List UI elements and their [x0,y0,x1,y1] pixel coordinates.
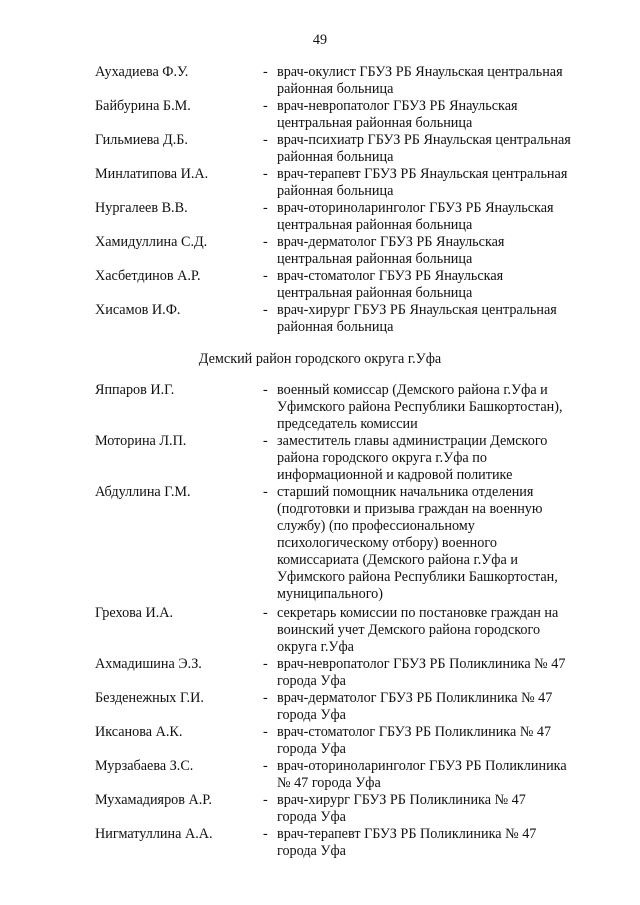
member-name: Хисамов И.Ф. [95,302,181,318]
dash-separator: - [263,792,268,808]
member-role-line: председатель комиссии [277,416,418,432]
member-role-line: воинский учет Демского района городского [277,622,541,638]
member-role-line: районная больница [277,183,394,199]
member-role-line: военный комиссар (Демского района г.Уфа и [277,382,548,398]
page-number: 49 [312,32,328,48]
member-role [277,302,607,336]
dash-separator: - [263,605,268,621]
dash-separator: - [263,758,268,774]
member-name: Мухамадияров А.Р. [95,792,212,808]
dash-separator: - [263,656,268,672]
member-role-line: центральная районная больница [277,217,473,233]
member-role-line: врач-стоматолог ГБУЗ РБ Поликлиника № 47 [277,724,552,740]
member-role-line: комиссариата (Демского района г.Уфа и [277,552,518,568]
member-role [277,200,607,234]
member-name: Грехова И.А. [95,605,174,621]
dash-separator: - [263,484,268,500]
member-role [277,690,607,724]
member-role-line: старший помощник начальника отделения [277,484,534,500]
member-role-line: центральная районная больница [277,115,473,131]
member-role-line: центральная районная больница [277,285,473,301]
member-name: Безденежных Г.И. [95,690,204,706]
member-role-line: районная больница [277,149,394,165]
member-name: Ахмадишина Э.З. [95,656,202,672]
member-name: Нургалеев В.В. [95,200,188,216]
dash-separator: - [263,234,268,250]
member-role-line: муниципального) [277,586,383,602]
dash-separator: - [263,166,268,182]
member-role-line: (подготовки и призыва граждан на военную [277,501,543,517]
member-role [277,656,607,690]
member-role-line: города Уфа [277,843,346,859]
member-role [277,724,607,758]
member-role-line: Уфимского района Республики Башкортостан), [277,399,563,415]
member-role-line: № 47 города Уфа [277,775,381,791]
member-role-line: врач-хирург ГБУЗ РБ Поликлиника № 47 [277,792,526,808]
member-role-line: Уфимского района Республики Башкортостан, [277,569,558,585]
member-role [277,166,607,200]
member-role [277,234,607,268]
member-role-line: врач-психиатр ГБУЗ РБ Янаульская центральная [277,132,571,148]
member-role-line: врач-дерматолог ГБУЗ РБ Янаульская [277,234,505,250]
member-role-line: врач-терапевт ГБУЗ РБ Поликлиника № 47 [277,826,537,842]
member-role-line: врач-терапевт ГБУЗ РБ Янаульская центральная [277,166,568,182]
member-name: Абдуллина Г.М. [95,484,191,500]
member-role [277,826,607,860]
member-role-line: врач-окулист ГБУЗ РБ Янаульская центральная [277,64,563,80]
member-name: Минлатипова И.А. [95,166,209,182]
member-name: Яппаров И.Г. [95,382,175,398]
member-role-line: врач-хирург ГБУЗ РБ Янаульская центральная [277,302,557,318]
member-role-line: районная больница [277,81,394,97]
member-role-line: центральная районная больница [277,251,473,267]
member-role-line: города Уфа [277,707,346,723]
member-role [277,605,607,656]
dash-separator: - [263,268,268,284]
member-role [277,268,607,302]
member-name: Аухадиева Ф.У. [95,64,189,80]
member-name: Хамидуллина С.Д. [95,234,208,250]
member-name: Хасбетдинов А.Р. [95,268,201,284]
member-name: Моторина Л.П. [95,433,187,449]
member-role-line: района городского округа г.Уфа по [277,450,487,466]
dash-separator: - [263,302,268,318]
member-role [277,98,607,132]
member-name: Мурзабаева З.С. [95,758,194,774]
member-role [277,132,607,166]
member-name: Нигматуллина А.А. [95,826,213,842]
member-role [277,382,607,433]
member-role-line: врач-оториноларинголог ГБУЗ РБ Поликлиника [277,758,567,774]
dash-separator: - [263,200,268,216]
member-role-line: города Уфа [277,741,346,757]
member-role [277,792,607,826]
member-name: Иксанова А.К. [95,724,183,740]
dash-separator: - [263,690,268,706]
dash-separator: - [263,132,268,148]
member-role-line: врач-дерматолог ГБУЗ РБ Поликлиника № 47 [277,690,553,706]
member-role-line: округа г.Уфа [277,639,354,655]
member-role-line: врач-оториноларинголог ГБУЗ РБ Янаульская [277,200,554,216]
member-role-line: информационной и кадровой политике [277,467,513,483]
member-role-line: районная больница [277,319,394,335]
dash-separator: - [263,826,268,842]
member-role [277,433,607,484]
member-role-line: психологическому отбору) военного [277,535,497,551]
dash-separator: - [263,64,268,80]
dash-separator: - [263,724,268,740]
dash-separator: - [263,98,268,114]
member-role-line: врач-невропатолог ГБУЗ РБ Поликлиника № 47 [277,656,566,672]
member-role [277,758,607,792]
section-heading: Демский район городского округа г.Уфа [198,351,442,367]
member-role-line: врач-стоматолог ГБУЗ РБ Янаульская [277,268,504,284]
member-name: Байбурина Б.М. [95,98,191,114]
member-role-line: службу) (по профессиональному [277,518,475,534]
member-role-line: города Уфа [277,673,346,689]
member-role [277,484,607,603]
member-role-line: города Уфа [277,809,346,825]
member-role-line: заместитель главы администрации Демского [277,433,548,449]
member-name: Гильмиева Д.Б. [95,132,188,148]
dash-separator: - [263,382,268,398]
dash-separator: - [263,433,268,449]
member-role [277,64,607,98]
member-role-line: секретарь комиссии по постановке граждан на [277,605,559,621]
member-role-line: врач-невропатолог ГБУЗ РБ Янаульская [277,98,518,114]
